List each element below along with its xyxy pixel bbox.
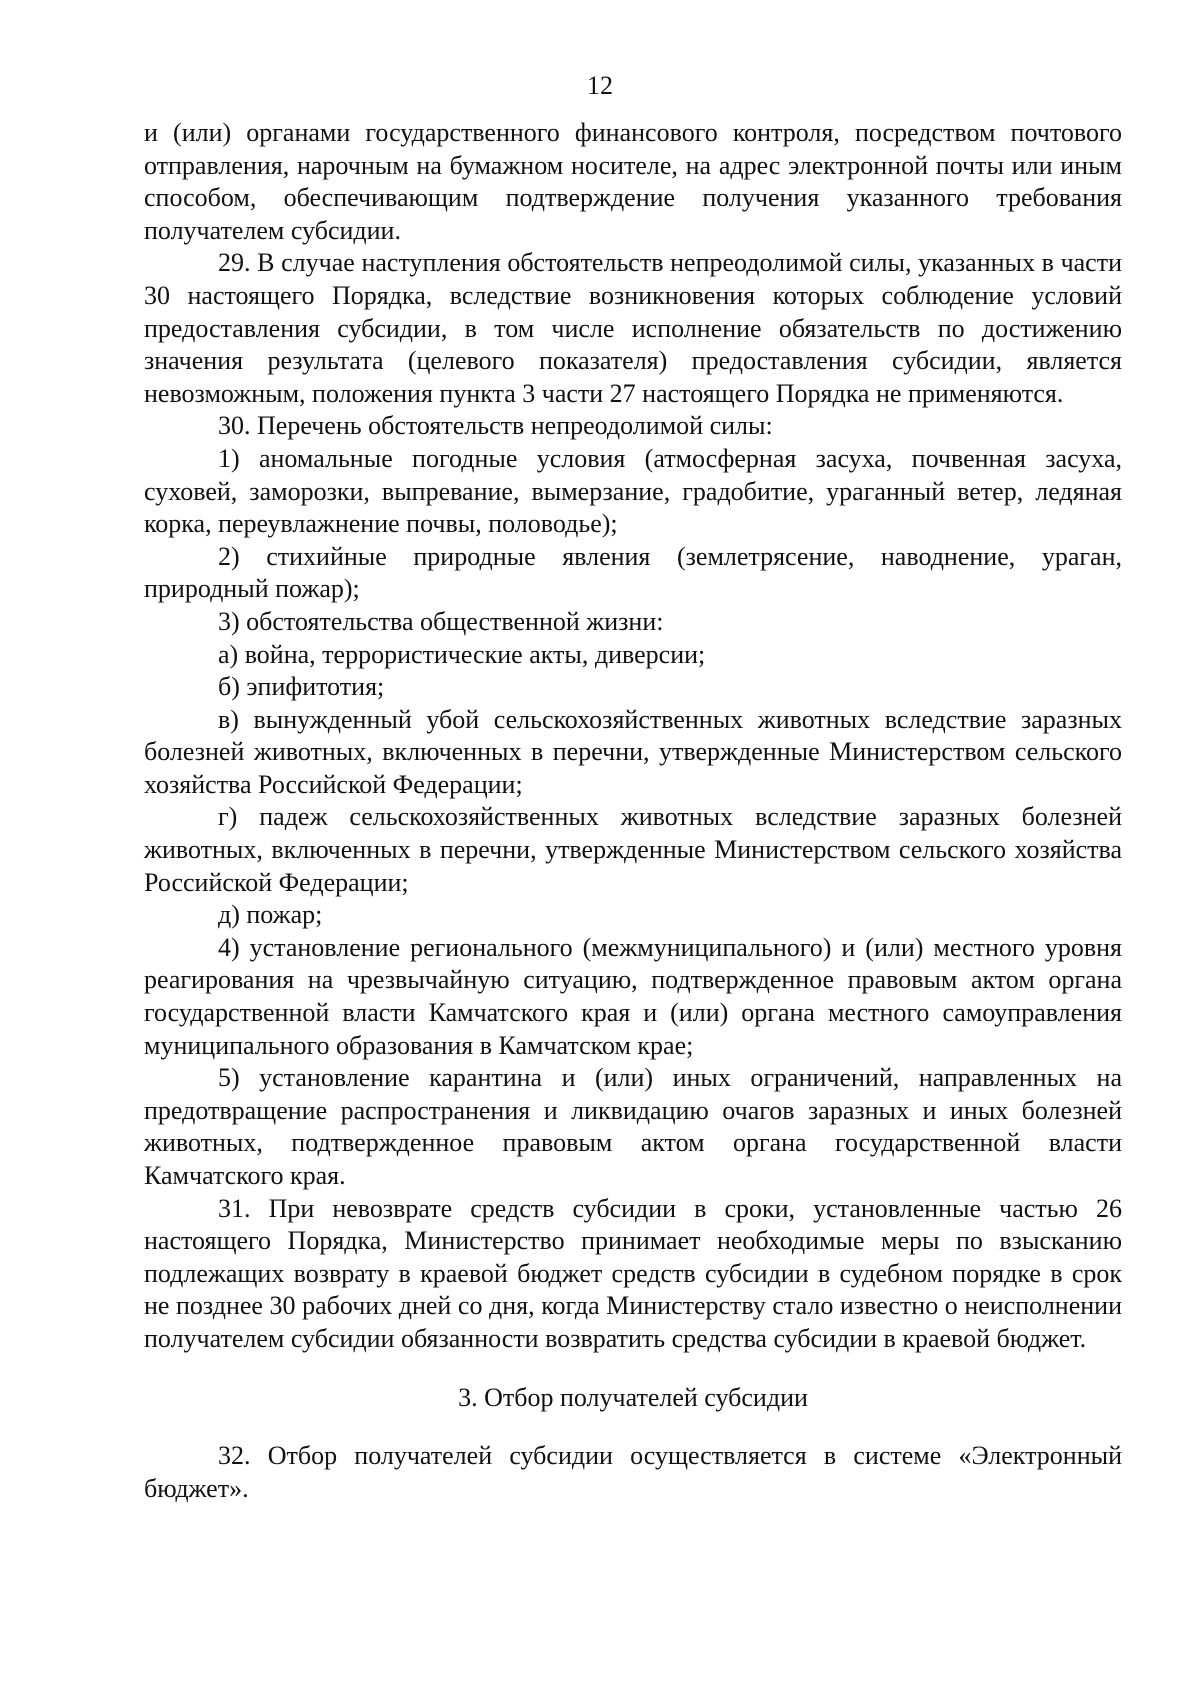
list-item-3b: б) эпифитотия; — [218, 672, 385, 702]
list-item-1: 1) аномальные погодные условия (атмосферная засуха, почвенная засуха, суховей, заморозки, выпревание, вымерзание, градобитие, ураганный ветер, ледяная корка, переувлажнение почвы, половодье); — [144, 443, 1122, 539]
section-heading: 3. Отбор получателей субсидии — [458, 1382, 808, 1412]
list-item-3: 3) обстоятельства общественной жизни: — [218, 606, 664, 636]
paragraph-continuation: и (или) органами государственного финансового контроля, посредством почтового отправления, нарочным на бумажном носителе, на адрес электронной почты или иным способом, обеспечивающим подтверждение получения указанного требования получателем субсидии. — [144, 118, 1122, 245]
list-item-5: 5) установление карантина и (или) иных ограничений, направленных на предотвращение распространения и ликвидацию очагов заразных и иных болезней животных, подтвержденное правовым актом органа государственной власти Камчатского края. — [144, 1063, 1122, 1190]
list-item-2: 2) стихийные природные явления (землетрясение, наводнение, ураган, природный пожар); — [144, 541, 1122, 604]
list-item-3d: г) падеж сельскохозяйственных животных вследствие заразных болезней животных, включенных в перечни, утвержденные Министерством сельского хозяйства Российской Федерации; — [144, 802, 1122, 897]
paragraph-31: 31. При невозврате средств субсидии в сроки, установленные частью 26 настоящего Порядка, Министерство принимает необходимые меры по взысканию подлежащих возврату в краевой бюджет средств субсидии в судебном порядке в срок не позднее 30 рабочих дней со дня, когда Министерству стало известно о неисполнении получателем субсидии обязанности возвратить средства субсидии в краевой бюджет. — [144, 1193, 1122, 1353]
paragraph-30: 30. Перечень обстоятельств непреодолимой силы: — [218, 411, 773, 441]
paragraph-32: 32. Отбор получателей субсидии осуществляется в системе «Электронный бюджет». — [144, 1441, 1122, 1503]
list-item-3a: а) война, террористические акты, диверсии; — [218, 639, 706, 669]
document-body — [144, 117, 1122, 1505]
paragraph-29: 29. В случае наступления обстоятельств непреодолимой силы, указанных в части 30 настоящего Порядка, вследствие возникновения которых соблюдение условий предоставления субсидии, в том числе исполнение обязательств по достижению значения результата (целевого показателя) предоставления субсидии, является невозможным, положения пункта 3 части 27 настоящего Порядка не применяются. — [144, 248, 1122, 408]
list-item-4: 4) установление регионального (межмуниципального) и (или) местного уровня реагирования на чрезвычайную ситуацию, подтвержденное правовым актом органа государственной власти Камчатского края и (или) органа местного самоуправления муниципального образования в Камчатском крае; — [144, 932, 1122, 1060]
list-item-3c: в) вынужденный убой сельскохозяйственных животных вследствие заразных болезней животных, включенных в перечни, утвержденные Министерством сельского хозяйства Российской Федерации; — [144, 704, 1122, 799]
list-item-3e: д) пожар; — [218, 900, 323, 930]
page-number: 12 — [587, 71, 613, 100]
